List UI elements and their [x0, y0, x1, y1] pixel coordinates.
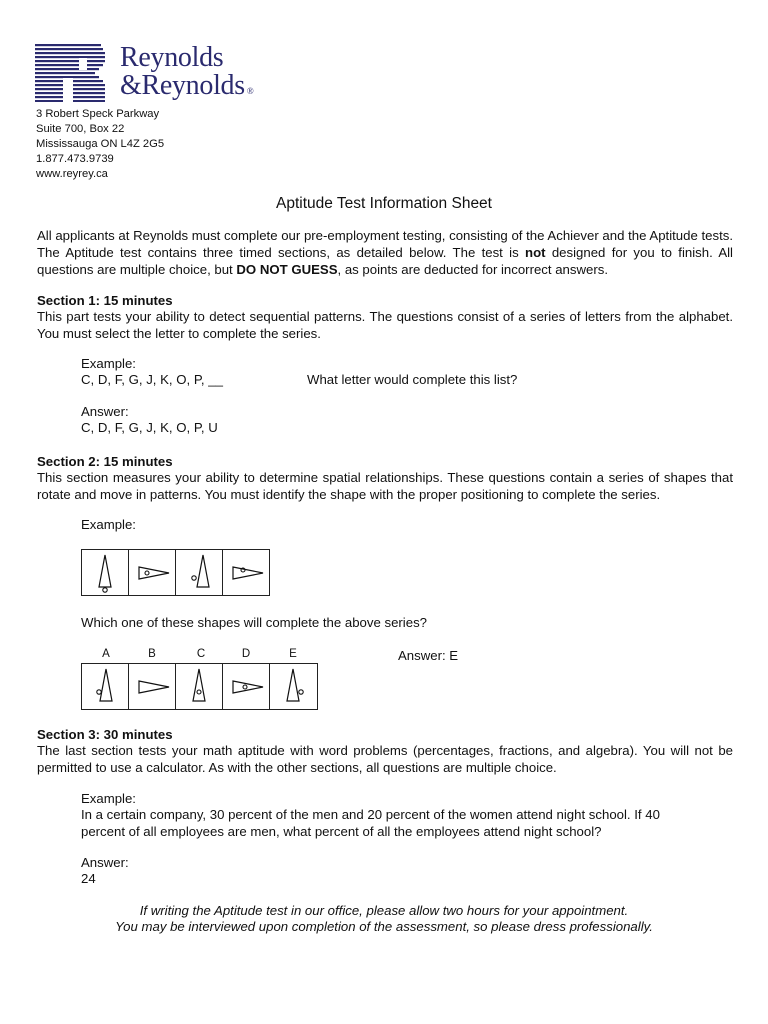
choice-label-b: B [148, 648, 156, 660]
choice-shape-b [129, 664, 176, 709]
registered-mark: ® [246, 86, 254, 96]
address-web: www.reyrey.ca [36, 168, 108, 180]
choice-shape-c [176, 664, 223, 709]
section2-heading: Section 2: 15 minutes [37, 454, 173, 469]
stripe-logo-icon [35, 44, 105, 102]
page-title: Aptitude Test Information Sheet [276, 195, 492, 212]
intro-not: not [525, 245, 546, 260]
choice-label-d: D [241, 648, 251, 660]
address-phone: 1.877.473.9739 [36, 153, 114, 165]
address-line3: Mississauga ON L4Z 2G5 [36, 138, 165, 150]
section3-answer-label: Answer: [81, 855, 129, 870]
series-shape-1 [82, 550, 129, 595]
intro-text-3: , as points are deducted for incorrect answers. [337, 262, 608, 277]
section2-example-label: Example: [81, 517, 136, 532]
section2-body: This section measures your ability to determine spatial relationships. These questions contain a series of shapes that rotate and move in patterns. You must identify the shape with the proper positioning to complete the series. [37, 470, 733, 502]
shape-choices-box [81, 663, 318, 710]
series-shape-3 [176, 550, 223, 595]
section1-body: This part tests your ability to detect sequential patterns. The questions consist of a series of letters from the alphabet. You must select the letter to complete the series. [37, 309, 733, 341]
company-address [36, 107, 164, 182]
brand-line1: Reynolds [120, 42, 224, 73]
address-line1: 3 Robert Speck Parkway [36, 108, 160, 120]
section3-heading: Section 3: 30 minutes [37, 727, 173, 742]
closing-line1: If writing the Aptitude test in our office, please allow two hours for your appointment. [139, 903, 629, 918]
brand-line2: &Reynolds [120, 70, 245, 101]
section1-question: What letter would complete this list? [307, 372, 518, 387]
section3-example-label: Example: [81, 791, 136, 806]
series-shape-2 [129, 550, 176, 595]
choice-label-c: C [196, 648, 206, 660]
section1-answer: C, D, F, G, J, K, O, P, U [81, 420, 218, 435]
section1-example-label: Example: [81, 356, 136, 371]
intro-text-1: All applicants at Reynolds must complete our pre-employment testing, consisting of the Achiever and the Aptitude tests. The Aptitude test contains three timed sections, as detailed below. The test is [37, 228, 733, 260]
intro-do-not-guess: DO NOT GUESS [236, 262, 338, 277]
intro-paragraph [37, 227, 733, 278]
brand-wordmark [120, 44, 253, 105]
section1-answer-label: Answer: [81, 404, 129, 419]
address-line2: Suite 700, Box 22 [36, 123, 125, 135]
section3-body: The last section tests your math aptitude with word problems (percentages, fractions, and algebra). You will not be permitted to use a calculator. As with the other sections, all questions are multiple choice. [37, 743, 733, 775]
closing-line2: You may be interviewed upon completion of the assessment, so please dress professionally. [115, 919, 653, 934]
section1-heading: Section 1: 15 minutes [37, 293, 173, 308]
intro-text-2: designed for you to finish. All questions are multiple choice, but [37, 245, 733, 277]
section1-example: C, D, F, G, J, K, O, P, __ [81, 372, 223, 387]
choice-shape-a [82, 664, 129, 709]
choice-label-e: E [289, 648, 297, 660]
section3-example: In a certain company, 30 percent of the men and 20 percent of the women attend night school. If 40 percent of all employees are men, what percent of all the employees attend night school? [81, 807, 660, 839]
shape-series-box [81, 549, 270, 596]
section2-answer: Answer: E [398, 648, 459, 663]
choice-shape-e [270, 664, 317, 709]
section3-answer: 24 [81, 871, 96, 886]
section2-question: Which one of these shapes will complete the above series? [81, 615, 427, 630]
choice-label-a: A [102, 648, 110, 660]
choice-shape-d [223, 664, 270, 709]
series-shape-4 [223, 550, 269, 595]
